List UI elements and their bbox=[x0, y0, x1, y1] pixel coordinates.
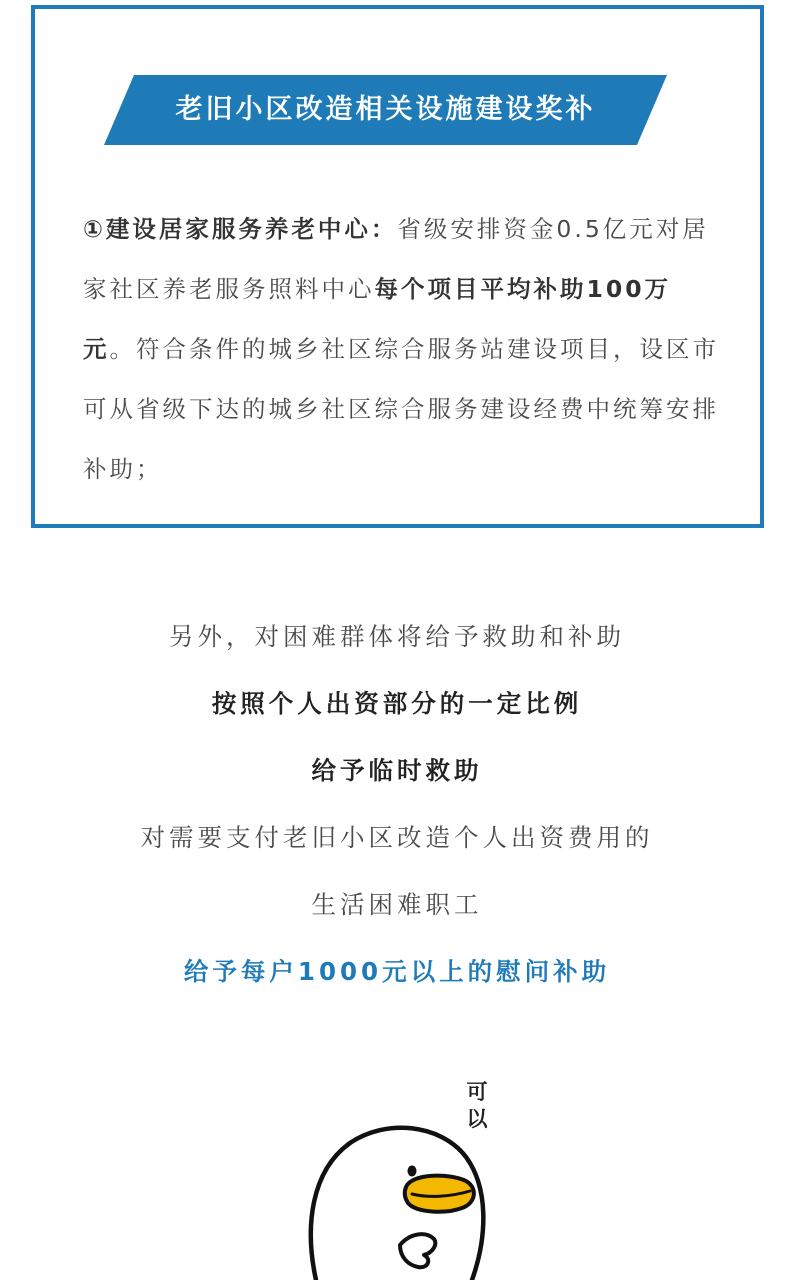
sticker-text bbox=[462, 1079, 492, 1133]
sticker-text-1: 可 bbox=[466, 1080, 488, 1104]
paragraph-highlight: 每个项目平均补助100万元 bbox=[83, 275, 672, 363]
duck-sticker bbox=[300, 1075, 500, 1280]
center-line-1: 另外，对困难群体将给予救助和补助 bbox=[169, 622, 625, 651]
center-line-6: 给予每户1000元以上的慰问补助 bbox=[183, 957, 611, 986]
center-line-4: 对需要支付老旧小区改造个人出资费用的 bbox=[140, 823, 654, 852]
info-paragraph bbox=[83, 199, 723, 499]
center-text-block bbox=[0, 603, 794, 1005]
center-line-5: 生活困难职工 bbox=[311, 890, 483, 919]
paragraph-text-2: 。符合条件的城乡社区综合服务站建设项目，设区市可从省级下达的城乡社区综合服务建设经费中统筹安排补助； bbox=[83, 335, 719, 483]
banner-title: 老旧小区改造相关设施建设奖补 bbox=[175, 94, 596, 125]
center-line-3: 给予临时救助 bbox=[311, 756, 483, 785]
center-line-2: 按照个人出资部分的一定比例 bbox=[211, 689, 583, 718]
sticker-text-2: 以 bbox=[466, 1107, 488, 1131]
paragraph-text-1: 省级安排资金0.5亿元对居家社区养老服务照料中心 bbox=[83, 215, 709, 303]
paragraph-lead: ①建设居家服务养老中心： bbox=[83, 215, 398, 243]
title-banner bbox=[104, 75, 667, 145]
